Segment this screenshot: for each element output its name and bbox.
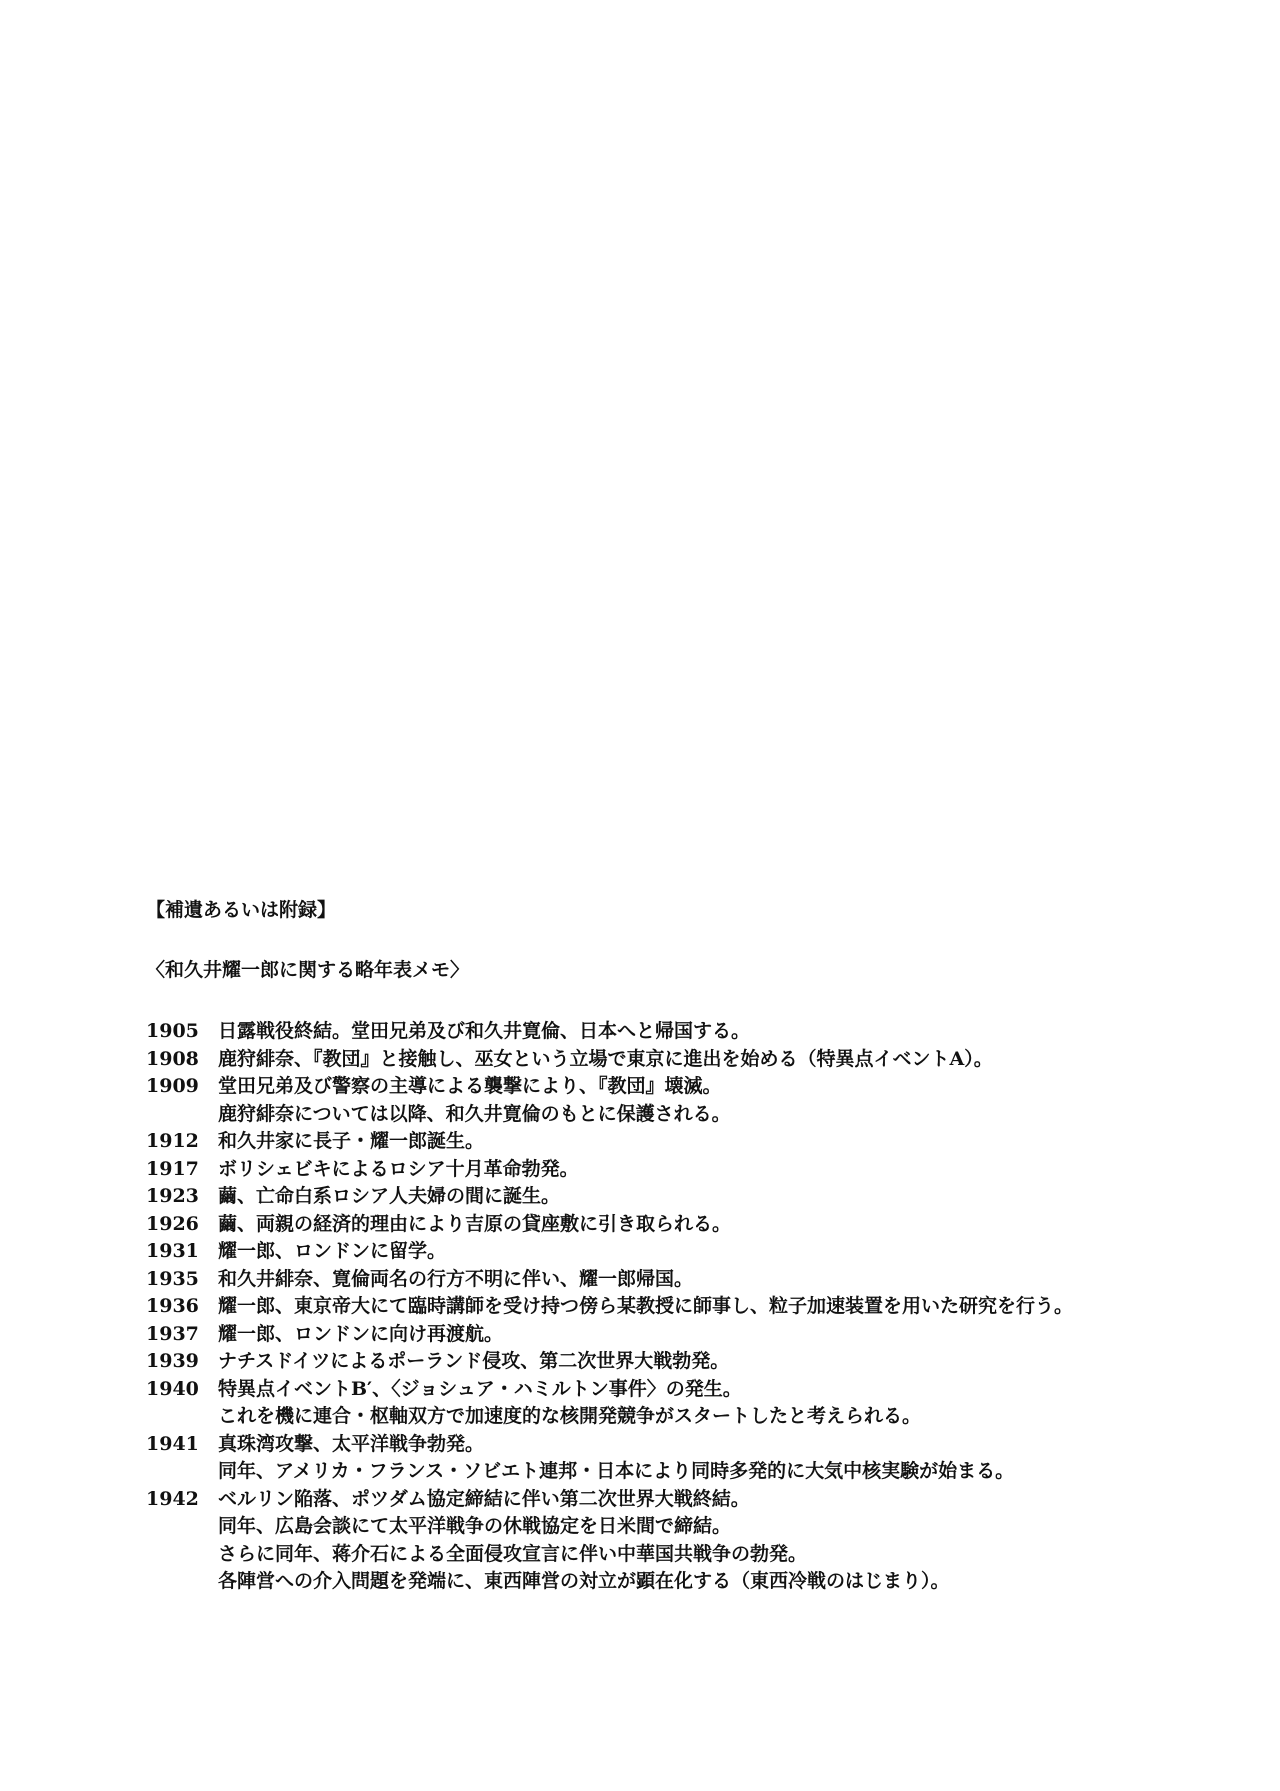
entry-text <box>218 1321 1206 1349</box>
entry-line: 耀一郎、ロンドンに留学。 <box>218 1240 447 1262</box>
timeline-entry <box>146 1183 1206 1211</box>
entry-year: 1917 <box>146 1157 199 1180</box>
entry-year: 1941 <box>146 1432 199 1455</box>
entry-year: 1937 <box>146 1322 199 1345</box>
entry-year: 1908 <box>146 1047 199 1070</box>
entry-text <box>218 1073 1206 1128</box>
entry-line: 堂田兄弟及び警察の主導による襲撃により、『教団』壊滅。 <box>218 1075 722 1097</box>
entry-line: 同年、広島会談にて太平洋戦争の休戦協定を日米間で締結。 <box>218 1515 732 1537</box>
entry-year: 1912 <box>146 1130 199 1152</box>
entry-year: 1942 <box>146 1487 199 1510</box>
entry-year: 1923 <box>146 1185 199 1207</box>
entry-line: 各陣営への介入問題を発端に、東西陣営の対立が顕在化する（東西冷戦のはじまり）。 <box>218 1570 950 1592</box>
entry-line: 同年、アメリカ・フランス・ソビエト連邦・日本により同時多発的に大気中核実験が始まる。 <box>218 1460 1015 1482</box>
timeline-entry <box>146 1128 1206 1156</box>
entry-line: ナチスドイツによるポーランド侵攻、第二次世界大戦勃発。 <box>218 1350 730 1372</box>
timeline-entry <box>146 1376 1206 1431</box>
timeline-entry <box>146 1348 1206 1376</box>
entry-text <box>218 1293 1206 1321</box>
timeline <box>146 1018 1206 1596</box>
entry-line: 鹿狩緋奈、『教団』と接触し、巫女という立場で東京に進出を始める（特異点イベントA）。 <box>218 1047 993 1070</box>
entry-text <box>218 1046 1206 1074</box>
entry-year: 1940 <box>146 1377 199 1400</box>
entry-text <box>218 1018 1206 1046</box>
timeline-entry <box>146 1018 1206 1046</box>
timeline-subtitle: 〈和久井耀一郎に関する略年表メモ〉 <box>146 959 470 981</box>
entry-text <box>218 1348 1206 1376</box>
entry-year: 1939 <box>146 1350 199 1372</box>
entry-year: 1931 <box>146 1240 199 1262</box>
entry-line: ボリシェビキによるロシア十月革命勃発。 <box>218 1157 579 1180</box>
entry-line: 鹿狩緋奈については以降、和久井寛倫のもとに保護される。 <box>218 1102 731 1125</box>
entry-text <box>218 1156 1206 1184</box>
entry-year: 1905 <box>146 1020 199 1042</box>
entry-line: 繭、両親の経済的理由により吉原の貸座敷に引き取られる。 <box>218 1212 732 1235</box>
timeline-entry <box>146 1431 1206 1486</box>
timeline-entry <box>146 1266 1206 1294</box>
entry-line: さらに同年、蒋介石による全面侵攻宣言に伴い中華国共戦争の勃発。 <box>218 1542 808 1565</box>
timeline-entry <box>146 1073 1206 1128</box>
entry-year: 1909 <box>146 1075 199 1097</box>
entry-line: 和久井家に長子・耀一郎誕生。 <box>218 1130 485 1152</box>
entry-line: ベルリン陥落、ポツダム協定締結に伴い第二次世界大戦終結。 <box>218 1487 750 1510</box>
timeline-entry <box>146 1156 1206 1184</box>
timeline-entry <box>146 1293 1206 1321</box>
entry-text <box>218 1211 1206 1239</box>
timeline-entry <box>146 1486 1206 1596</box>
page-title: 【補遺あるいは附録】 <box>146 899 337 921</box>
timeline-entry <box>146 1321 1206 1349</box>
entry-text <box>218 1183 1206 1211</box>
entry-line: 耀一郎、ロンドンに向け再渡航。 <box>218 1322 504 1345</box>
entry-year: 1936 <box>146 1295 199 1317</box>
entry-text <box>218 1238 1206 1266</box>
entry-line: 繭、亡命白系ロシア人夫婦の間に誕生。 <box>218 1185 561 1207</box>
entry-line: 和久井緋奈、寛倫両名の行方不明に伴い、耀一郎帰国。 <box>218 1267 694 1290</box>
entry-text <box>218 1486 1206 1596</box>
entry-text <box>218 1266 1206 1294</box>
entry-line: 耀一郎、東京帝大にて臨時講師を受け持つ傍ら某教授に師事し、粒子加速装置を用いた研究を行う。 <box>218 1295 1074 1317</box>
entry-year: 1926 <box>146 1212 199 1235</box>
timeline-entry <box>146 1238 1206 1266</box>
entry-line: 真珠湾攻撃、太平洋戦争勃発。 <box>218 1432 485 1455</box>
entry-line: 特異点イベントB′、〈ジョシュア・ハミルトン事件〉の発生。 <box>218 1377 742 1400</box>
timeline-entry <box>146 1211 1206 1239</box>
timeline-entry <box>146 1046 1206 1074</box>
entry-line: 日露戦役終結。堂田兄弟及び和久井寛倫、日本へと帰国する。 <box>218 1020 751 1042</box>
appendix-page <box>146 898 1206 1596</box>
entry-line: これを機に連合・枢軸双方で加速度的な核開発競争がスタートしたと考えられる。 <box>218 1405 922 1427</box>
entry-text <box>218 1431 1206 1486</box>
entry-year: 1935 <box>146 1267 199 1290</box>
entry-text <box>218 1128 1206 1156</box>
entry-text <box>218 1376 1206 1431</box>
